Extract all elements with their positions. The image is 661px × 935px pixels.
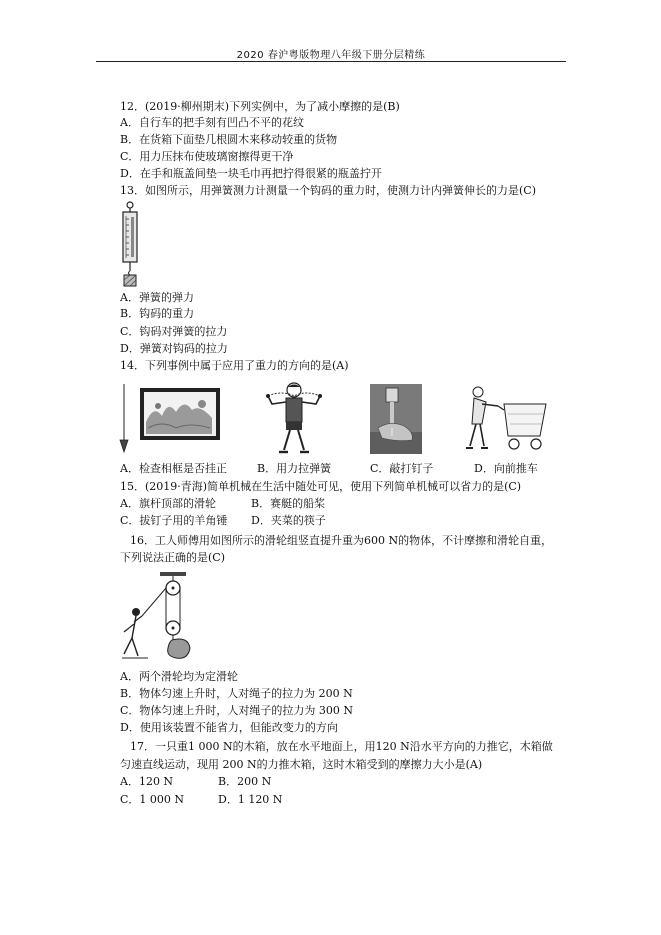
q14-stem: 14．下列事例中属于应用了重力的方向的是(A): [120, 359, 349, 372]
q17-option-b: B．200 N: [218, 775, 272, 788]
q14-option-a: A．检查相框是否挂正: [120, 462, 227, 475]
q14-option-c: C．敲打钉子: [370, 462, 434, 475]
q14-option-d: D．向前推车: [474, 462, 538, 475]
q17-option-d: D．1 120 N: [218, 793, 283, 806]
q17-option-c: C．1 000 N: [120, 793, 185, 806]
q12-option-d: D．在手和瓶盖间垫一块毛巾再把拧得很紧的瓶盖拧开: [120, 167, 382, 180]
q12-option-c: C．用力压抹布使玻璃窗擦得更干净: [120, 150, 294, 163]
spring-scale-figure: [119, 201, 143, 287]
q17-stem-line1: 17．一只重1 000 N的木箱，放在水平地面上，用120 N沿水平方向的力推它，木箱做: [130, 740, 553, 753]
q13-option-b: B．钩码的重力: [120, 307, 195, 320]
q15-option-b: B．赛艇的船桨: [251, 497, 326, 510]
plumb-line-frame-figure: [118, 382, 222, 454]
q17-option-a: A．120 N: [120, 775, 174, 788]
q16-option-a: A．两个滑轮均为定滑轮: [120, 670, 238, 683]
q13-option-a: A．弹簧的弹力: [120, 291, 194, 304]
q12-option-a: A．自行车的把手刻有凹凸不平的花纹: [120, 116, 304, 129]
q16-option-d: D．使用该装置不能省力，但能改变力的方向: [120, 721, 338, 734]
spring-exerciser-figure: [262, 380, 326, 456]
q15-option-a: A．旗杆顶部的滑轮: [120, 497, 216, 510]
q14-option-b: B．用力拉弹簧: [257, 462, 332, 475]
q16-stem-line2: 下列说法正确的是(C): [120, 551, 225, 564]
q13-option-d: D．弹簧对钩码的拉力: [120, 342, 228, 355]
q12-option-b: B．在货箱下面垫几根圆木来移动较重的货物: [120, 133, 338, 146]
pushing-cart-figure: [464, 384, 548, 454]
q13-option-c: C．钩码对弹簧的拉力: [120, 325, 228, 338]
q15-option-d: D．夹菜的筷子: [251, 514, 326, 527]
header-title: 2020 春沪粤版物理八年级下册分层精练: [236, 50, 426, 61]
header-rule: [96, 61, 566, 62]
q15-option-c: C．拔钉子用的羊角锤: [120, 514, 228, 527]
q13-stem: 13．如图所示，用弹簧测力计测量一个钩码的重力时，使测力计内弹簧伸长的力是(C): [120, 184, 536, 197]
q17-stem-line2: 匀速直线运动，现用 200 N的力推木箱，这时木箱受到的摩擦力大小是(A): [120, 758, 483, 771]
q16-stem-line1: 16．工人师傅用如图所示的滑轮组竖直提升重为600 N的物体，不计摩擦和滑轮自重，: [130, 534, 553, 547]
q15-stem: 15．(2019·青海)简单机械在生活中随处可见，使用下列简单机械可以省力的是(C): [120, 480, 522, 493]
pulley-system-figure: [118, 572, 212, 662]
q16-option-b: B．物体匀速上升时，人对绳子的拉力为 200 N: [120, 687, 353, 700]
q16-option-c: C．物体匀速上升时，人对绳子的拉力为 300 N: [120, 704, 354, 717]
hammer-nail-figure: [370, 384, 422, 454]
q12-stem: 12．(2019·柳州期末)下列实例中，为了减小摩擦的是(B): [120, 100, 400, 113]
